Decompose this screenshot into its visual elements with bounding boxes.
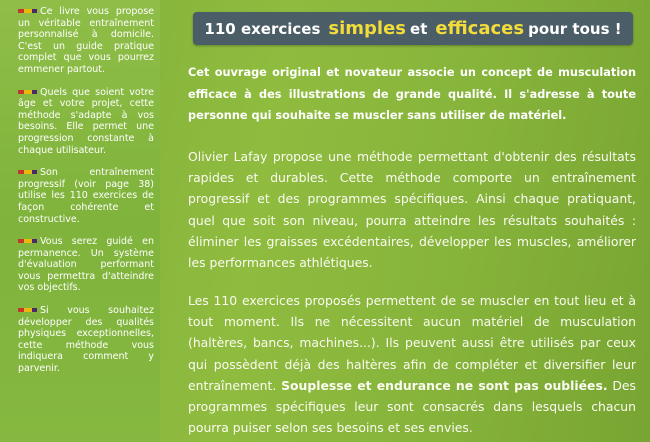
tricolor-bullet-icon bbox=[18, 170, 38, 174]
headline-part: 110 exercices bbox=[204, 19, 321, 38]
feature-item bbox=[18, 87, 154, 157]
intro-paragraph: Cet ouvrage original et novateur associe un concept de musculation efficace à des illustrations de grande qualité. Il s'adresse à toute personne qui souhaite se muscler sans utiliser de matériel. bbox=[188, 66, 636, 122]
feature-text: Vous serez guidé en permanence. Un système d'évaluation performant vous permettra d'atteindre vos objectifs. bbox=[18, 236, 154, 294]
headline-part: pour tous ! bbox=[528, 19, 622, 38]
feature-text: Si vous souhaitez développer des qualités physiques exceptionnelles, cette méthode vous indiquera comment y parvenir. bbox=[18, 305, 154, 375]
headline-part: et bbox=[410, 19, 428, 38]
tricolor-bullet-icon bbox=[18, 9, 38, 13]
body-paragraph bbox=[188, 290, 636, 438]
feature-item bbox=[18, 167, 154, 225]
body-paragraph: Olivier Lafay propose une méthode permettant d'obtenir des résultats rapides et durables. Cette méthode comporte un entraînement progressif et des programmes spécifiques. Ainsi chaque pratiquant, quel que soit son niveau, pourra atteindre les résultats souhaités : éliminer les graisses excédentaires, développer les muscles, améliorer les performances athlétiques. bbox=[188, 149, 636, 271]
feature-item bbox=[18, 6, 154, 76]
feature-text: Son entraînement progressif (voir page 38) utilise les 110 exercices de façon cohérente et constructive. bbox=[18, 167, 154, 225]
paragraph-text: Les 110 exercices proposés permettent de se muscler en tout lieu et à tout moment. Ils ne nécessitent aucun matériel de musculation (haltères, bancs, machines...). Ils peuvent aussi être utilisés par ceux qui possèdent déjà des haltères afin de compléter et diversifier leur entraînement. bbox=[188, 293, 636, 393]
feature-item bbox=[18, 236, 154, 294]
feature-text: Quels que soient votre âge et votre projet, cette méthode s'adapte à vos besoins. Elle permet une progression constante à chaque utilisateur. bbox=[18, 86, 154, 156]
headline-highlight: simples bbox=[328, 18, 407, 39]
headline-banner bbox=[193, 12, 633, 45]
headline-highlight: efficaces bbox=[435, 18, 525, 39]
sidebar-features bbox=[0, 0, 160, 442]
feature-text: Ce livre vous propose un véritable entraînement personnalisé à domicile. C'est un guide pratique complet que vous pourrez emmener partout. bbox=[18, 6, 154, 75]
tricolor-bullet-icon bbox=[18, 308, 38, 312]
tricolor-bullet-icon bbox=[18, 239, 38, 243]
tricolor-bullet-icon bbox=[18, 90, 38, 94]
paragraph-text: Des programmes spécifiques leur sont consacrés dans lesquels chacun pourra puiser selon ses besoins et ses envies. bbox=[188, 377, 636, 436]
feature-item bbox=[18, 305, 154, 375]
paragraph-emphasis: Souplesse et endurance ne sont pas oubliées. bbox=[281, 377, 608, 393]
